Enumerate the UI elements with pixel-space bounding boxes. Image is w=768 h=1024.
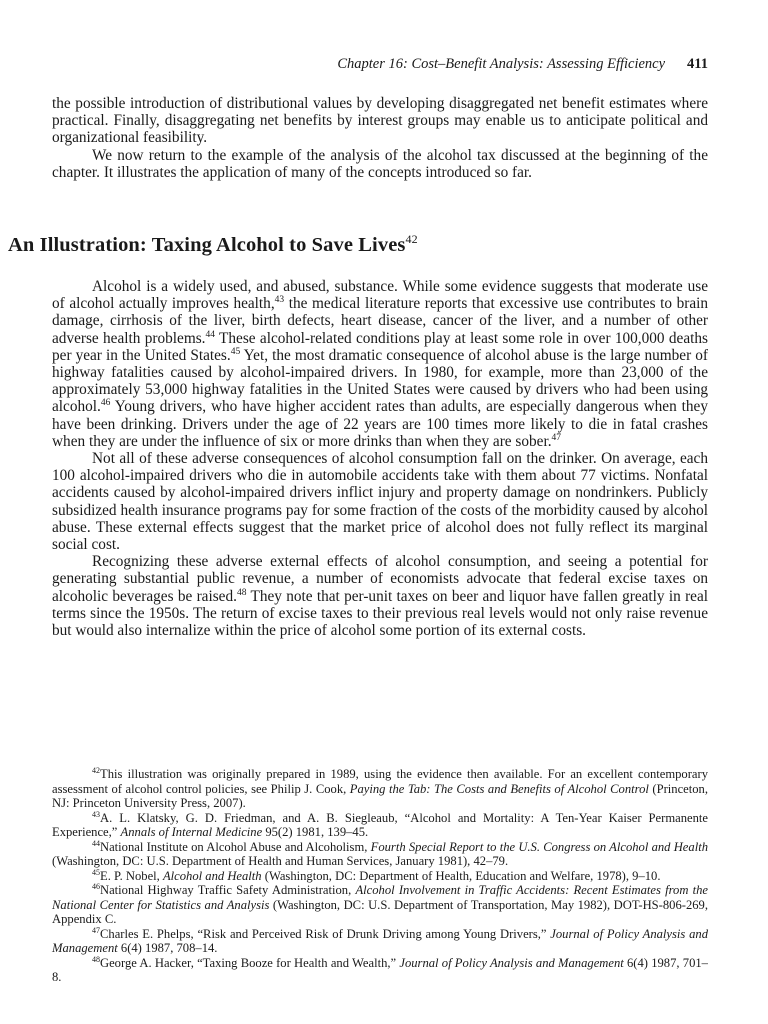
sentence: They note that per-unit taxes on beer and liquor have fallen greatly in real terms since the 1950s. The return of excise taxes to their previous real levels would not only raise revenue but would also internalize within the price of alcohol some portion of its external costs.	[52, 587, 708, 640]
sentence: Recognizing these adverse external effects of alcohol consumption, and seeing a potential for generating substantial public revenue, a number of economists advocate that federal excise taxes on alcoholic beverages be raised.	[52, 553, 708, 605]
footnote-text: National Highway Traffic Safety Administration,	[100, 883, 356, 897]
footnote-title: Paying the Tab: The Costs and Benefits of Alcohol Control	[349, 781, 649, 796]
paragraph-externalities: Not all of these adverse consequences of alcohol consumption fall on the drinker. On average, each 100 alcohol-impaired drivers who die in automobile accidents take with them about 77 victims. Nonfatal accidents caused by alcohol-impaired drivers inflict injury and property damage on nondrinkers. Publicly subsidized health insurance programs pay for some fraction of the costs of the morbidity caused by alcohol abuse. These external effects suggest that the market price of alcohol does not fully reflect its marginal social cost.	[52, 450, 708, 554]
paragraph-alcohol-use	[52, 278, 708, 450]
footnote-text: (Princeton, NJ: Princeton University Press, 2007).	[52, 781, 708, 810]
footnote-ref: 45	[230, 346, 241, 357]
footnote-title: Journal of Policy Analysis and Management	[399, 955, 624, 970]
footnote-text: (Washington, DC: U.S. Department of Health and Human Services, January 1981), 42–79.	[52, 854, 509, 868]
section-heading-text: An Illustration: Taxing Alcohol to Save Lives	[8, 234, 406, 256]
footnote-text: George A. Hacker, “Taxing Booze for Health and Wealth,”	[100, 955, 400, 970]
running-title: Chapter 16: Cost–Benefit Analysis: Assessing Efficiency	[337, 56, 666, 72]
sentence: These alcohol-related conditions play at least some role in over 100,000 deaths per year in the United States.	[52, 329, 708, 364]
footnote	[52, 869, 708, 884]
footnote-text: This illustration was originally prepared in 1989, using the evidence then available. For an excellent contemporary assessment of alcohol control policies, see Philip J. Cook,	[52, 767, 708, 796]
paragraph-excise-taxes	[52, 553, 708, 639]
footnote-text: E. P. Nobel,	[100, 868, 163, 883]
footnote-number: 45	[92, 867, 100, 877]
footnote-number: 43	[92, 809, 100, 819]
footnote-title: Alcohol Involvement in Traffic Accidents: Recent Estimates from the National Center for Statistics and Analysis	[52, 883, 708, 912]
footnote-text: Charles E. Phelps, “Risk and Perceived Risk of Drunk Driving among Young Drivers,”	[100, 926, 551, 941]
footnote-title: Fourth Special Report to the U.S. Congress on Alcohol and Health	[370, 839, 708, 854]
footnote-text: (Washington, DC: U.S. Department of Transportation, May 1982), DOT-HS-806-269, Appendix C.	[52, 897, 708, 926]
footnote-ref: 46	[100, 398, 111, 409]
footnote-text: 95(2) 1981, 139–45.	[262, 825, 369, 839]
footnote-number: 46	[92, 881, 100, 891]
continuation-text	[52, 95, 708, 181]
footnote-number: 44	[92, 838, 100, 848]
footnote-title: Journal of Policy Analysis and Management	[52, 926, 708, 955]
footnote-number: 47	[92, 925, 100, 935]
running-head	[52, 55, 708, 73]
footnote-ref: 42	[405, 232, 418, 247]
footnote-number: 42	[92, 765, 100, 775]
footnotes	[52, 767, 708, 985]
sentence: Alcohol is a widely used, and abused, substance. While some evidence suggests that moderate use of alcohol actually improves health,	[52, 278, 708, 313]
footnote-ref: 48	[236, 587, 247, 598]
footnote-title: Annals of Internal Medicine	[120, 825, 263, 839]
footnote-number: 48	[92, 954, 100, 964]
footnote-text: 6(4) 1987, 708–14.	[117, 941, 218, 955]
footnote	[52, 927, 708, 956]
footnote-title: Alcohol and Health	[162, 868, 262, 883]
page-number: 411	[687, 56, 708, 72]
footnote	[52, 767, 708, 811]
return-paragraph: We now return to the example of the analysis of the alcohol tax discussed at the beginning of the chapter. It illustrates the application of many of the concepts introduced so far.	[52, 146, 708, 181]
footnote	[52, 840, 708, 869]
footnote-ref: 43	[274, 295, 285, 306]
footnote-text: (Washington, DC: Department of Health, Education and Welfare, 1978), 9–10.	[261, 868, 661, 883]
section-heading	[8, 233, 418, 257]
section-body	[52, 278, 708, 639]
footnote-text: A. L. Klatsky, G. D. Friedman, and A. B. Siegleaub, “Alcohol and Mortality: A Ten-Year Kaiser Permanente Experience,”	[52, 810, 708, 839]
footnote-text: National Institute on Alcohol Abuse and Alcoholism,	[100, 839, 371, 854]
footnote	[52, 811, 708, 840]
sentence: Yet, the most dramatic consequence of alcohol abuse is the large number of highway fatalities caused by alcohol-impaired drivers. In 1980, for example, more than 23,000 of the approximately 53,000 highway fatalities in the United States were caused by drivers who had been using alcohol.	[52, 346, 708, 416]
continuation-paragraph: the possible introduction of distributional values by developing disaggregated net benefit estimates where practical. Finally, disaggregating net benefits by interest groups may enable us to anticipate political and organizational feasibility.	[52, 95, 708, 147]
footnote	[52, 883, 708, 927]
footnote-ref: 44	[205, 329, 215, 340]
footnote-text: 6(4) 1987, 701–8.	[52, 955, 708, 984]
footnote	[52, 956, 708, 985]
sentence: the medical literature reports that excessive use contributes to brain damage, cirrhosis of the liver, birth defects, heart disease, cancer of the liver, and a number of other adverse health problems.	[52, 295, 709, 347]
footnote-ref: 47	[551, 432, 562, 443]
sentence: Young drivers, who have higher accident rates than adults, are especially dangerous when they have been drinking. Drivers under the age of 22 years are 100 times more likely to die in fatal crashes when they are under the influence of six or more drinks than when they are sober.	[52, 398, 708, 450]
